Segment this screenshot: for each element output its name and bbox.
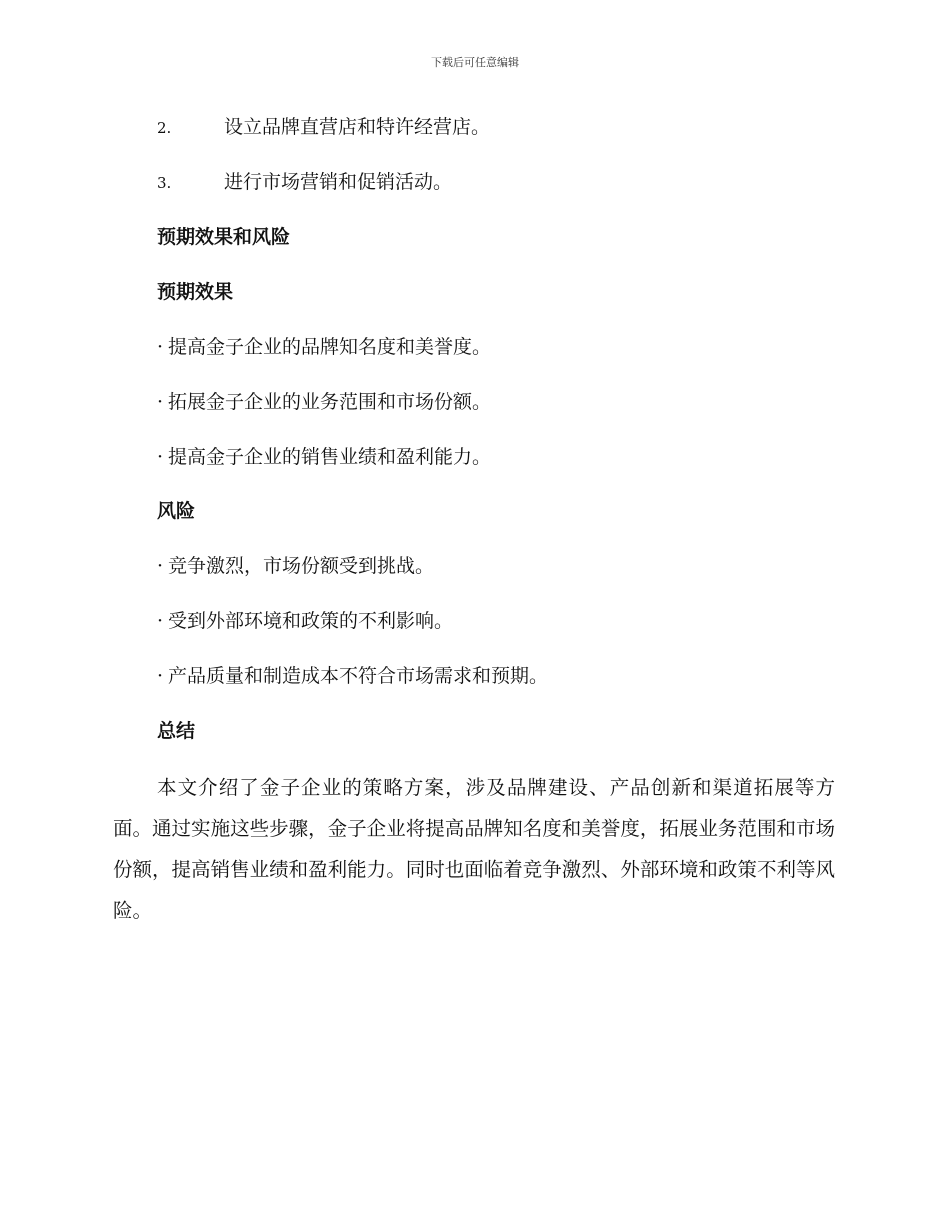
bullet-marker: · — [157, 336, 164, 358]
summary-heading: 总结 — [157, 720, 196, 742]
risk-text: 产品质量和制造成本不符合市场需求和预期。 — [168, 665, 549, 687]
risks-heading: 风险 — [157, 500, 196, 522]
numbered-item — [157, 112, 490, 142]
summary-paragraph: 本文介绍了金子企业的策略方案，涉及品牌建设、产品创新和渠道拓展等方面。通过实施这些步骤，金子企业将提高品牌知名度和美誉度，拓展业务范围和市场份额，提高销售业绩和盈利能力。同时也面临着竞争激烈、外部环境和政策不利等风险。 — [113, 776, 835, 922]
effect-item — [157, 442, 491, 472]
item-number: 3. — [157, 174, 172, 192]
effect-item — [157, 332, 491, 362]
bullet-marker: · — [157, 446, 164, 468]
risk-item — [157, 661, 548, 691]
effect-text: 提高金子企业的销售业绩和盈利能力。 — [168, 446, 492, 468]
bullet-marker: · — [157, 555, 164, 577]
bullet-marker: · — [157, 610, 164, 632]
bullet-marker: · — [157, 665, 164, 687]
item-text: 设立品牌直营店和特许经营店。 — [224, 116, 491, 138]
risk-text: 竞争激烈，市场份额受到挑战。 — [168, 555, 435, 577]
effect-item — [157, 387, 491, 417]
section-title: 预期效果和风险 — [157, 226, 291, 248]
effects-heading: 预期效果 — [157, 281, 234, 303]
page-header: 下载后可任意编辑 — [431, 56, 519, 69]
item-number: 2. — [157, 119, 172, 137]
risk-item — [157, 551, 434, 581]
risk-item — [157, 606, 453, 636]
item-text: 进行市场营销和促销活动。 — [224, 171, 453, 193]
effect-text: 拓展金子企业的业务范围和市场份额。 — [168, 391, 492, 413]
effect-text: 提高金子企业的品牌知名度和美誉度。 — [168, 336, 492, 358]
bullet-marker: · — [157, 391, 164, 413]
risk-text: 受到外部环境和政策的不利影响。 — [168, 610, 454, 632]
numbered-item — [157, 167, 452, 197]
